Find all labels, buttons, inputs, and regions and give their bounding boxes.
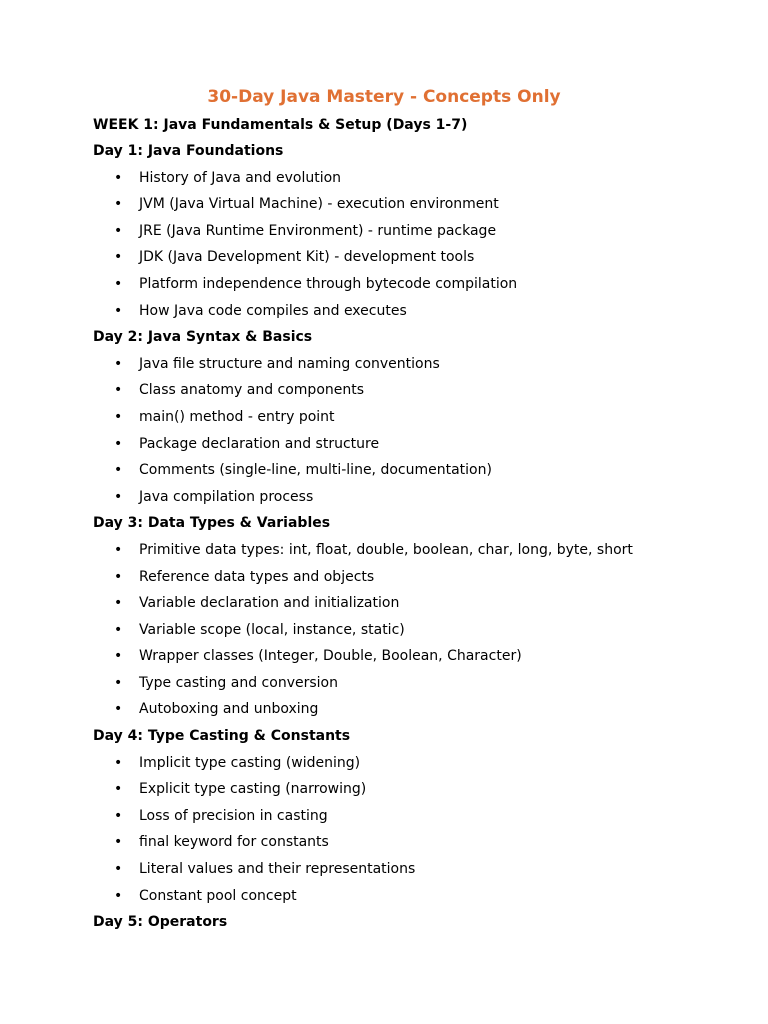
bullet-icon: • xyxy=(114,196,123,213)
list-item-text: final keyword for constants xyxy=(139,834,329,851)
list-item-text: Reference data types and objects xyxy=(139,568,375,585)
list-item xyxy=(93,537,683,564)
list-item xyxy=(93,617,683,644)
bullet-icon: • xyxy=(114,462,123,479)
list-item xyxy=(93,377,683,404)
bullet-icon: • xyxy=(114,302,123,319)
bullet-icon: • xyxy=(114,754,123,771)
list-item-text: main() method - entry point xyxy=(139,408,335,425)
document-title: 30-Day Java Mastery - Concepts Only xyxy=(207,87,561,107)
bullet-icon: • xyxy=(114,621,123,638)
bullet-icon: • xyxy=(114,595,123,612)
day-section-3 xyxy=(93,510,683,723)
bullet-icon: • xyxy=(114,701,123,718)
list-item-text: Class anatomy and components xyxy=(139,382,365,399)
list-item xyxy=(93,643,683,670)
day-section-5 xyxy=(93,909,683,936)
bullet-icon: • xyxy=(114,249,123,266)
list-item xyxy=(93,776,683,803)
list-item xyxy=(93,431,683,458)
bullet-icon: • xyxy=(114,807,123,824)
list-item xyxy=(93,191,683,218)
day-heading: Day 5: Operators xyxy=(93,914,228,931)
day-heading: Day 1: Java Foundations xyxy=(93,143,284,159)
list-item-text: Primitive data types: int, float, double, boolean, char, long, byte, short xyxy=(139,541,633,558)
bullet-icon: • xyxy=(114,541,123,558)
day-heading: Day 3: Data Types & Variables xyxy=(93,515,331,532)
list-item-text: History of Java and evolution xyxy=(139,169,342,186)
list-item xyxy=(93,883,683,910)
list-item xyxy=(93,484,683,511)
day-section-1 xyxy=(93,138,683,324)
list-item-text: Comments (single-line, multi-line, documentation) xyxy=(139,462,492,479)
list-item xyxy=(93,457,683,484)
list-item-text: Java file structure and naming conventions xyxy=(139,355,440,372)
list-item-text: Type casting and conversion xyxy=(139,674,338,691)
list-item xyxy=(93,829,683,856)
list-item-text: JVM (Java Virtual Machine) - execution environment xyxy=(139,196,499,213)
list-item xyxy=(93,165,683,192)
bullet-icon: • xyxy=(114,355,123,372)
day-section-4 xyxy=(93,723,683,909)
list-item xyxy=(93,404,683,431)
list-item xyxy=(93,750,683,777)
list-item xyxy=(93,670,683,697)
list-item-text: Autoboxing and unboxing xyxy=(139,701,319,718)
list-item-text: Literal values and their representations xyxy=(139,861,416,878)
list-item-text: Java compilation process xyxy=(139,488,314,505)
bullet-list xyxy=(93,165,683,325)
document-page xyxy=(93,86,683,936)
day-section-2 xyxy=(93,324,683,510)
list-item-text: Variable scope (local, instance, static) xyxy=(139,621,405,638)
bullet-icon: • xyxy=(114,488,123,505)
bullet-icon: • xyxy=(114,275,123,292)
bullet-icon: • xyxy=(114,674,123,691)
list-item xyxy=(93,298,683,325)
bullet-list xyxy=(93,750,683,910)
bullet-icon: • xyxy=(114,781,123,798)
list-item-text: Variable declaration and initialization xyxy=(139,595,400,612)
list-item-text: Constant pool concept xyxy=(139,887,297,904)
list-item xyxy=(93,244,683,271)
list-item xyxy=(93,856,683,883)
bullet-icon: • xyxy=(114,408,123,425)
list-item-text: Loss of precision in casting xyxy=(139,807,328,824)
list-item-text: Package declaration and structure xyxy=(139,435,380,452)
day-heading: Day 4: Type Casting & Constants xyxy=(93,728,351,745)
list-item-text: Explicit type casting (narrowing) xyxy=(139,781,367,798)
list-item xyxy=(93,271,683,298)
bullet-icon: • xyxy=(114,435,123,452)
list-item-text: Platform independence through bytecode compilation xyxy=(139,275,518,292)
week-heading: WEEK 1: Java Fundamentals & Setup (Days 1-7) xyxy=(93,117,468,133)
bullet-icon: • xyxy=(114,834,123,851)
list-item xyxy=(93,351,683,378)
list-item xyxy=(93,590,683,617)
bullet-icon: • xyxy=(114,222,123,239)
bullet-icon: • xyxy=(114,568,123,585)
list-item-text: Wrapper classes (Integer, Double, Boolean, Character) xyxy=(139,648,522,665)
day-heading: Day 2: Java Syntax & Basics xyxy=(93,329,313,346)
bullet-list xyxy=(93,351,683,511)
list-item-text: JRE (Java Runtime Environment) - runtime package xyxy=(139,222,497,239)
bullet-icon: • xyxy=(114,861,123,878)
list-item-text: Implicit type casting (widening) xyxy=(139,754,361,771)
bullet-icon: • xyxy=(114,887,123,904)
list-item xyxy=(93,696,683,723)
bullet-icon: • xyxy=(114,382,123,399)
bullet-icon: • xyxy=(114,648,123,665)
bullet-list xyxy=(93,537,683,723)
list-item xyxy=(93,218,683,245)
bullet-icon: • xyxy=(114,169,123,186)
list-item xyxy=(93,803,683,830)
list-item-text: JDK (Java Development Kit) - development tools xyxy=(139,249,475,266)
list-item xyxy=(93,564,683,591)
list-item-text: How Java code compiles and executes xyxy=(139,302,407,319)
